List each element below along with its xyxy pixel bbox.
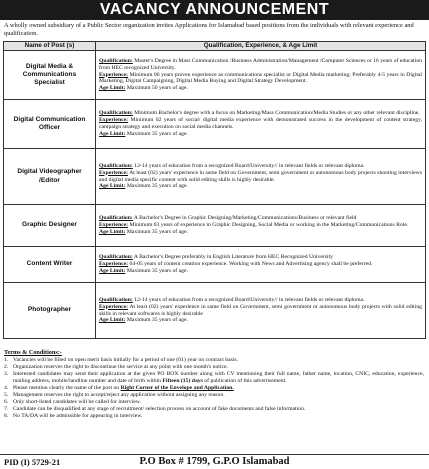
post-name: Digital Media & Communications Specialist <box>4 51 96 100</box>
experience-label: Experience: <box>99 71 129 78</box>
qualification-label: Qualification: <box>99 254 133 261</box>
post-name: Digital Videographer /Editor <box>4 149 96 205</box>
term-text-part: Please mention clearly the name of the post on <box>13 385 121 391</box>
qualification-label: Qualification: <box>99 215 133 222</box>
age-limit-text: Maximum 35 years of age. <box>126 317 188 324</box>
age-limit-text: Maximum 35 years of age. <box>126 267 188 274</box>
term-number: 4. <box>4 385 9 391</box>
qualification-text: A Bachelor's Degree preferably in English Literature from HEC Recognized University <box>133 254 333 261</box>
list-item <box>4 413 424 420</box>
term-text: Candidate can be disqualified at any stage of recruitment/ selection process on account of fake documents and false information. <box>13 406 306 412</box>
terms-and-conditions <box>4 349 424 420</box>
qualification-text: Minimum Bachelor's degree with a focus on Marketing/Mass Communication/Media Studies or any other relevant discipline, <box>134 110 420 117</box>
experience-label: Experience: <box>99 303 129 310</box>
age-limit-label: Age Limit: <box>99 228 126 235</box>
experience-label: Experience: <box>99 261 129 268</box>
experience-label: Experience: <box>99 117 129 124</box>
age-limit-text: Maximum 35 years of age. <box>126 228 188 235</box>
qualification-text: Master's Degree in Mass Communication /Business Administration/Management /Computer Sciences or 16 years of education from HEC recognized University. <box>99 57 423 71</box>
age-limit-label: Age Limit: <box>99 85 126 92</box>
experience-label: Experience: <box>99 169 129 176</box>
po-box-address: P.O Box # 1799, G.P.O Islamabad <box>139 456 290 467</box>
table-row <box>4 149 426 205</box>
table-row <box>4 247 426 283</box>
term-number: 6. <box>4 399 9 405</box>
term-text-part: of publication of this advertisement. <box>202 378 287 384</box>
post-name: Photographer <box>4 283 96 339</box>
positions-table <box>3 41 426 339</box>
pid-number: PID (I) 5729-21 <box>4 457 61 467</box>
qualification-text: A Bachelor's Degree in Graphic Designing/Marketing/Communications/Business or relevant field <box>133 215 357 222</box>
table-row <box>4 51 426 100</box>
post-column-header: Name of Post (s) <box>4 42 96 51</box>
vacancy-title: VACANCY ANNOUNCEMENT <box>0 0 429 20</box>
qualification-text: 12-14 years of education from a recognized Board/University// in relevant fields or relevant diploma. <box>134 296 365 303</box>
footer <box>0 454 429 469</box>
envelope-emphasis: Right Corner of the Envelope and Application. <box>120 385 234 391</box>
term-number: 8. <box>4 413 9 419</box>
experience-text: Minimum 02 years of social/ digital media experience with demonstrated success in the development of content strategy, campaign strategy and execution on social media channels. <box>99 117 423 130</box>
experience-text: Minimum 06 years proven experience as communications specialist or Digital Media marketing; Preferably 4-5 years in Digital Marketing, Digital Campaigning, Digital Media Buying and Digital Strategy Development. <box>99 71 423 85</box>
term-text-part: Interested candidates may send their application at the given PO BOX number along with CV mentioning their full name, father name, location, CNIC, education, experience, mailing address, mobile/landline number and date of birth within <box>13 371 424 384</box>
list-item <box>4 399 424 406</box>
term-number: 1. <box>4 357 9 363</box>
table-row <box>4 100 426 149</box>
term-text: Management reserves the right to accept/reject any application without assigning any reason. <box>13 392 225 398</box>
term-text: Only short-listed candidates will be called for interview. <box>13 399 141 405</box>
experience-text: 04-05 years of content creation experience. Working with News and Advertising agency shall be preferred. <box>129 261 373 268</box>
age-limit-text: Maximum 35 years of age. <box>126 130 188 137</box>
table-row <box>4 283 426 339</box>
post-name: Graphic Designer <box>4 205 96 247</box>
age-limit-label: Age Limit: <box>99 130 126 137</box>
qualification-column-header: Qualification, Experience, & Age Limit <box>96 42 426 51</box>
intro-text: A wholly owned subsidiary of a Public Sector organization invites Applications for Islamabad based positions from the individuals with relevant experience and qualification. <box>4 22 414 37</box>
qualification-label: Qualification: <box>99 110 133 117</box>
list-item <box>4 357 424 364</box>
term-number: 2. <box>4 364 9 370</box>
age-limit-label: Age Limit: <box>99 317 126 324</box>
post-name: Content Writer <box>4 247 96 283</box>
post-details <box>96 100 426 149</box>
list-item <box>4 392 424 399</box>
term-number: 7. <box>4 406 9 412</box>
term-text <box>13 385 424 392</box>
experience-text: At least (02) years' experience in same field on Government, semi government or autonomous body projects with solid editing skills in relevant softwares is highly desirable <box>99 303 423 317</box>
age-limit-text: Maximum 50 years of age. <box>126 85 188 92</box>
experience-label: Experience: <box>99 222 129 229</box>
experience-text: Minimum 03 years of experience in Graphic Designing, Social Media or working in the Marketing/Communications Role. <box>129 222 409 229</box>
age-limit-label: Age Limit: <box>99 267 126 274</box>
post-details <box>96 205 426 247</box>
post-details <box>96 51 426 100</box>
term-text <box>13 371 424 385</box>
terms-title: Terms & Conditions:- <box>4 349 62 356</box>
qualification-text: 12-14 years of education from a recognized Board/University// in relevant fields or relevant diploma. <box>134 162 365 169</box>
post-details <box>96 247 426 283</box>
age-limit-text: Maximum 35 years of age. <box>126 183 188 190</box>
post-name: Digital Communication Officer <box>4 100 96 149</box>
age-limit-label: Age Limit: <box>99 183 126 190</box>
table-header-row <box>4 42 426 51</box>
list-item <box>4 385 424 392</box>
list-item <box>4 371 424 385</box>
post-details <box>96 283 426 339</box>
list-item <box>4 364 424 371</box>
qualification-label: Qualification: <box>99 162 133 169</box>
qualification-label: Qualification: <box>99 57 133 64</box>
term-number: 5. <box>4 392 9 398</box>
term-text: Vacancies will be filled on open merit basis initially for a period of one (01) year on contract basis. <box>13 357 239 363</box>
list-item <box>4 406 424 413</box>
term-number: 3. <box>4 371 9 377</box>
deadline-emphasis: Fifteen (15) days <box>162 378 203 384</box>
table-row <box>4 205 426 247</box>
term-text: No TA/DA will be admissible for appearing in interview. <box>13 413 143 419</box>
term-text: Organization reserves the right to discontinue the service at any point with one month's notice. <box>13 364 228 370</box>
qualification-label: Qualification: <box>99 296 133 303</box>
post-details <box>96 149 426 205</box>
experience-text: At least (02) years' experience in same field on Government, semi government or autonomous body projects shooting interviews and digital media specific content with solid editing skills is highly desirable. <box>99 169 423 183</box>
